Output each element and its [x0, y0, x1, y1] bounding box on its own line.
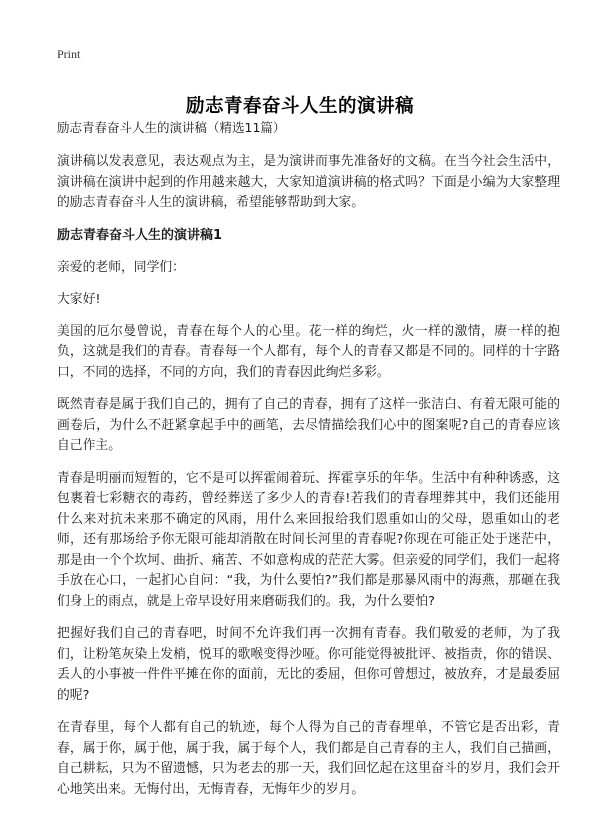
- body-paragraph-5: 在青春里，每个人都有自己的轨迹，每个人得为自己的青春埋单，不管它是否出彩，青春，属于你，属于他，属于我，属于每个人，我们都是自己青春的主人，我们自己描画，自己耕耘，只为不留遗憾，只为老去的那一天，我们回忆起在这里奋斗的岁月，我们会开心地笑出来。无悔付出，无悔青春，无悔年少的岁月。: [57, 720, 560, 797]
- body-paragraph-2: 既然青春是属于我们自己的，拥有了自己的青春，拥有了这样一张洁白、有着无限可能的画卷后，为什么不赶紧拿起手中的画笔，去尽情描绘我们心中的图案呢?自己的青春应该自己作主。: [57, 397, 560, 453]
- greeting: 亲爱的老师，同学们：: [57, 259, 185, 275]
- print-link[interactable]: Print: [57, 47, 81, 61]
- greeting-hello: 大家好!: [57, 291, 101, 307]
- document-title: 励志青春奋斗人生的演讲稿: [185, 96, 414, 118]
- section-heading: 励志青春奋斗人生的演讲稿1: [57, 227, 223, 243]
- document-subtitle: 励志青春奋斗人生的演讲稿（精选11篇）: [57, 120, 286, 135]
- intro-paragraph: 演讲稿以发表意见，表达观点为主，是为演讲而事先准备好的文稿。在当今社会生活中，演讲稿在演讲中起到的作用越来越大，大家知道演讲稿的格式吗？下面是小编为大家整理的励志青春奋斗人生的演讲稿，希望能够帮助到大家。: [57, 154, 560, 210]
- body-paragraph-4: 把握好我们自己的青春吧，时间不允许我们再一次拥有青春。我们敬爱的老师，为了我们，让粉笔灰染上发梢，悦耳的歌喉变得沙哑。你可能觉得被批评、被指责，你的错误、丢人的小事被一件件平摊在你的面前，无比的委屈，但你可曾想过，被放弃，才是最委屈的呢?: [57, 626, 560, 703]
- body-paragraph-1: 美国的厄尔曼曾说，青春在每个人的心里。花一样的绚烂，火一样的激情，赓一样的抱负，这就是我们的青春。青春每一个人都有，每个人的青春又都是不同的。同样的十字路口，不同的选择，不同的方向，我们的青春因此绚烂多彩。: [57, 323, 560, 380]
- document-body: [57, 118, 560, 812]
- body-paragraph-3: 青春是明丽而短暂的，它不是可以挥霍闹着玩、挥霍享乐的年华。生活中有种种诱惑，这包裹着七彩糖衣的毒药，曾经葬送了多少人的青春!若我们的青春埋葬其中，我们还能用什么来对抗未来那不确定的风雨，用什么来回报给我们恩重如山的父母，恩重如山的老师，还有那场给予你无限可能却消散在时间长河里的青春呢?你现在可能正处于迷茫中，那是由一个个坎坷、曲折、痛苦、不如意构成的茫茫大雾。但亲爱的同学们，我们一起将手放在心口，一起扪心自问：“我，为什么要怕?”我们都是那暴风雨中的海燕，那砸在我们身上的雨点，就是上帝早设好用来磨砺我们的。我，为什么要怕?: [57, 470, 560, 609]
